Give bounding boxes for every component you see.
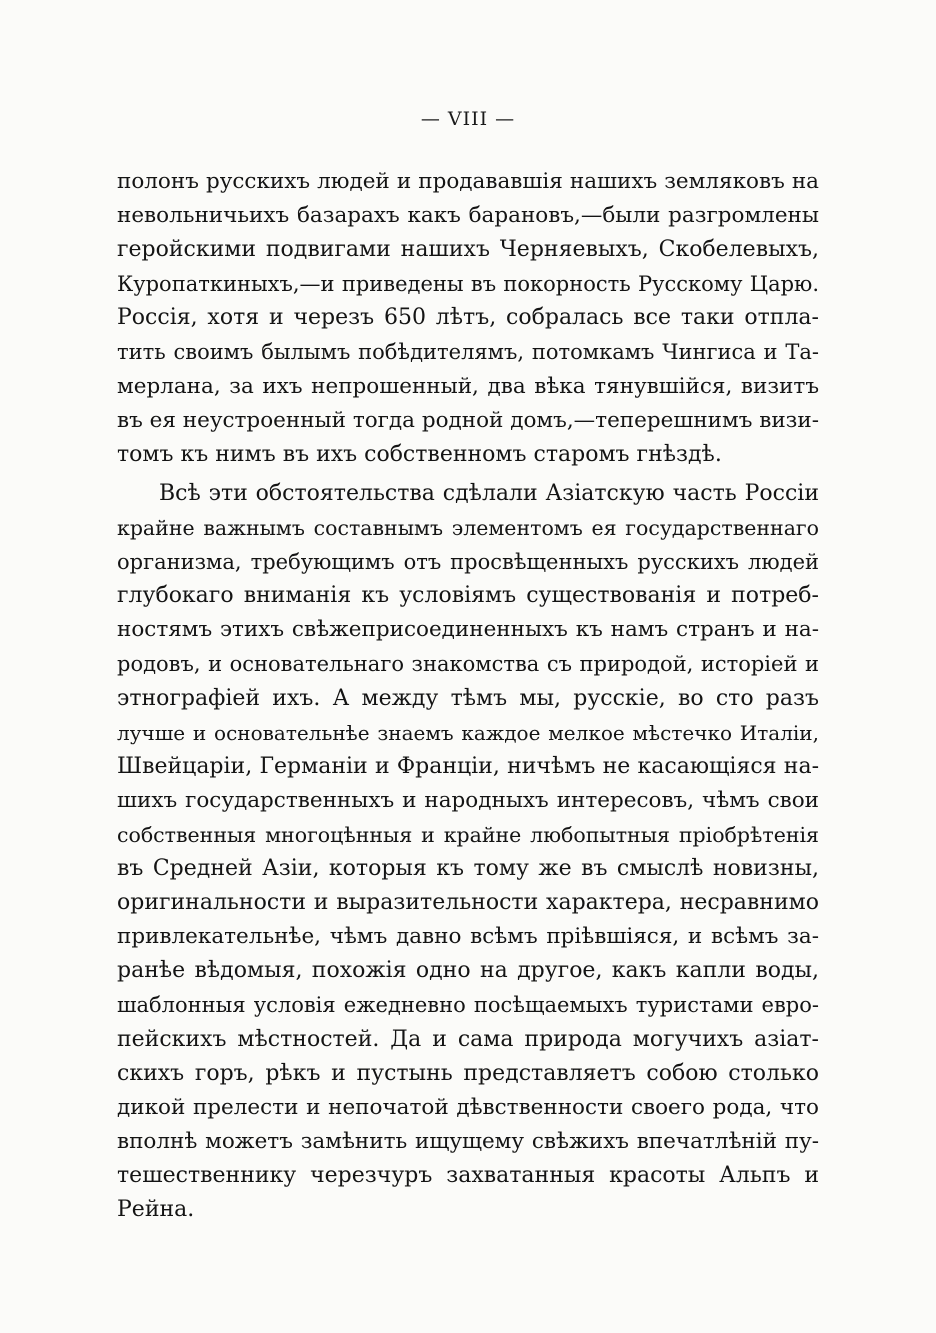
text-line: въ Средней Азіи, которыя къ тому же въ смыслѣ новизны,: [117, 856, 819, 882]
text-line: тешественнику черезчуръ захватанныя красоты Альпъ и: [117, 1162, 819, 1188]
text-line: мерлана, за ихъ непрошенный, два вѣка тянувшійся, визитъ: [117, 373, 819, 399]
text-line: томъ къ нимъ въ ихъ собственномъ старомъ гнѣздѣ.: [117, 441, 722, 467]
paragraph-2: [117, 477, 819, 1227]
text-line: крайне важнымъ составнымъ элементомъ ея государственнаго: [117, 516, 819, 541]
text-line: родовъ, и основательнаго знакомства съ природой, исторіей и: [117, 652, 819, 677]
text-line: ностямъ этихъ свѣжеприсоединенныхъ къ намъ странъ и на-: [117, 617, 819, 643]
text-line: дикой прелести и непочатой дѣвственности своего рода, что: [117, 1094, 819, 1120]
text-line: тить своимъ былымъ побѣдителямъ, потомкамъ Чингиса и Та-: [117, 340, 819, 365]
text-line: невольничьихъ базарахъ какъ барановъ,—были разгромлены: [117, 203, 819, 229]
text-line: Куропаткиныхъ,—и приведены въ покорность Русскому Царю.: [117, 272, 819, 297]
text-line: полонъ русскихъ людей и продававшія нашихъ земляковъ на: [117, 169, 819, 194]
paragraph-1: [117, 165, 819, 472]
text-line: Швейцаріи, Германіи и Франціи, ничѣмъ не касающіяся на-: [117, 753, 819, 779]
text-line: собственныя многоцѣнныя и крайне любопытныя пріобрѣтенія: [117, 822, 819, 847]
text-line: ранѣе вѣдомыя, похожія одно на другое, какъ капли воды,: [117, 958, 819, 984]
text-line: шихъ государственныхъ и народныхъ интересовъ, чѣмъ свои: [117, 787, 819, 813]
text-line: лучше и основательнѣе знаемъ каждое мелкое мѣстечко Италіи,: [117, 720, 819, 745]
text-line: организма, требующимъ отъ просвѣщенныхъ русскихъ людей: [117, 550, 819, 575]
text-line: геройскими подвигами нашихъ Черняевыхъ, Скобелевыхъ,: [117, 237, 819, 263]
text-line: шаблонныя условія ежедневно посѣщаемыхъ туристами евро-: [117, 993, 819, 1018]
text-line: въ ея неустроенный тогда родной домъ,—теперешнимъ визи-: [117, 407, 819, 433]
text-line: пейскихъ мѣстностей. Да и сама природа могучихъ азіат-: [117, 1026, 819, 1052]
text-line: Рейна.: [117, 1196, 195, 1222]
text-line: вполнѣ можетъ замѣнить ищущему свѣжихъ впечатлѣній пу-: [117, 1128, 819, 1154]
text-line: привлекательнѣе, чѣмъ давно всѣмъ пріѣвшіяся, и всѣмъ за-: [117, 924, 819, 950]
page-number-header: — VIII —: [420, 108, 516, 130]
text-line: скихъ горъ, рѣкъ и пустынь представляетъ собою столько: [117, 1060, 819, 1086]
text-line: глубокаго вниманія къ условіямъ существованія и потреб-: [117, 583, 819, 609]
text-line: Всѣ эти обстоятельства сдѣлали Азіатскую часть Россіи: [159, 481, 819, 506]
text-line: оригинальности и выразительности характера, несравнимо: [117, 890, 819, 916]
text-line: Россія, хотя и черезъ 650 лѣтъ, собралась все таки отпла-: [117, 305, 819, 331]
text-line: этнографіей ихъ. А между тѣмъ мы, русскіе, во сто разъ: [117, 685, 819, 711]
